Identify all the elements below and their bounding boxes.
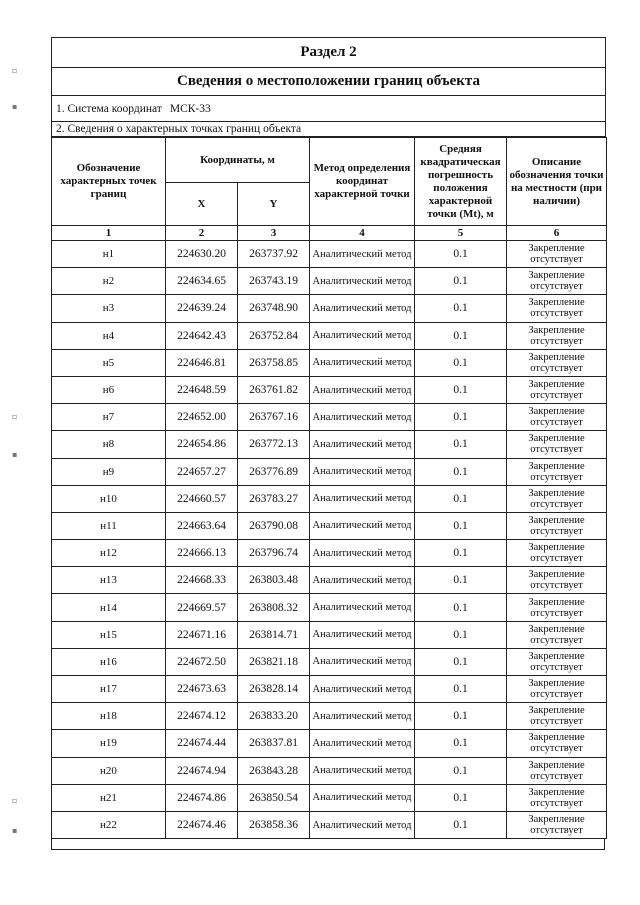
description-cell: Закрепление отсутствует bbox=[507, 376, 607, 403]
accuracy-cell: 0.1 bbox=[415, 676, 507, 703]
column-number: 5 bbox=[415, 226, 507, 241]
method-cell: Аналитический метод bbox=[310, 594, 415, 621]
column-number: 4 bbox=[310, 226, 415, 241]
point-designation: н15 bbox=[52, 621, 166, 648]
accuracy-cell: 0.1 bbox=[415, 268, 507, 295]
column-number: 1 bbox=[52, 226, 166, 241]
coord-y: 263776.89 bbox=[238, 458, 310, 485]
point-designation: н4 bbox=[52, 322, 166, 349]
table-row bbox=[52, 376, 607, 403]
accuracy-cell: 0.1 bbox=[415, 567, 507, 594]
table-row bbox=[52, 268, 607, 295]
accuracy-cell: 0.1 bbox=[415, 512, 507, 539]
coord-y: 263748.90 bbox=[238, 295, 310, 322]
point-designation: н12 bbox=[52, 540, 166, 567]
point-designation: н8 bbox=[52, 431, 166, 458]
point-designation: н5 bbox=[52, 349, 166, 376]
coord-y: 263850.54 bbox=[238, 784, 310, 811]
table-row bbox=[52, 295, 607, 322]
accuracy-cell: 0.1 bbox=[415, 322, 507, 349]
header-description: Описание обозначения точки на местности (при наличии) bbox=[507, 138, 607, 226]
coord-x: 224634.65 bbox=[166, 268, 238, 295]
point-designation: н11 bbox=[52, 512, 166, 539]
method-cell: Аналитический метод bbox=[310, 322, 415, 349]
coord-y: 263758.85 bbox=[238, 349, 310, 376]
method-cell: Аналитический метод bbox=[310, 784, 415, 811]
coord-y: 263783.27 bbox=[238, 485, 310, 512]
method-cell: Аналитический метод bbox=[310, 376, 415, 403]
page-title: Сведения о местоположении границ объекта bbox=[52, 68, 605, 96]
column-number: 2 bbox=[166, 226, 238, 241]
method-cell: Аналитический метод bbox=[310, 676, 415, 703]
scan-mark: ▫ bbox=[12, 412, 18, 421]
point-designation: н19 bbox=[52, 730, 166, 757]
accuracy-cell: 0.1 bbox=[415, 458, 507, 485]
description-cell: Закрепление отсутствует bbox=[507, 512, 607, 539]
coord-x: 224642.43 bbox=[166, 322, 238, 349]
point-designation: н7 bbox=[52, 404, 166, 431]
coord-y: 263743.19 bbox=[238, 268, 310, 295]
coord-x: 224654.86 bbox=[166, 431, 238, 458]
description-cell: Закрепление отсутствует bbox=[507, 241, 607, 268]
method-cell: Аналитический метод bbox=[310, 295, 415, 322]
points-table bbox=[51, 137, 607, 839]
table-row bbox=[52, 485, 607, 512]
coord-y: 263803.48 bbox=[238, 567, 310, 594]
coord-y: 263837.81 bbox=[238, 730, 310, 757]
accuracy-cell: 0.1 bbox=[415, 621, 507, 648]
description-cell: Закрепление отсутствует bbox=[507, 757, 607, 784]
coord-x: 224660.57 bbox=[166, 485, 238, 512]
coord-x: 224657.27 bbox=[166, 458, 238, 485]
coord-x: 224663.64 bbox=[166, 512, 238, 539]
method-cell: Аналитический метод bbox=[310, 404, 415, 431]
coord-y: 263790.08 bbox=[238, 512, 310, 539]
scan-mark: ▪ bbox=[12, 102, 18, 111]
header-x: X bbox=[166, 183, 238, 226]
description-cell: Закрепление отсутствует bbox=[507, 730, 607, 757]
table-row bbox=[52, 458, 607, 485]
point-designation: н21 bbox=[52, 784, 166, 811]
table-row bbox=[52, 594, 607, 621]
table-row bbox=[52, 512, 607, 539]
table-row bbox=[52, 322, 607, 349]
description-cell: Закрепление отсутствует bbox=[507, 703, 607, 730]
coord-x: 224669.57 bbox=[166, 594, 238, 621]
description-cell: Закрепление отсутствует bbox=[507, 458, 607, 485]
table-row bbox=[52, 648, 607, 675]
coord-y: 263767.16 bbox=[238, 404, 310, 431]
scan-mark: ▫ bbox=[12, 66, 18, 75]
column-number: 6 bbox=[507, 226, 607, 241]
accuracy-cell: 0.1 bbox=[415, 349, 507, 376]
accuracy-cell: 0.1 bbox=[415, 757, 507, 784]
coord-system-value: МСК-33 bbox=[169, 102, 211, 115]
accuracy-cell: 0.1 bbox=[415, 703, 507, 730]
scan-mark: ▪ bbox=[12, 826, 18, 835]
description-cell: Закрепление отсутствует bbox=[507, 431, 607, 458]
accuracy-cell: 0.1 bbox=[415, 784, 507, 811]
description-cell: Закрепление отсутствует bbox=[507, 811, 607, 838]
coord-y: 263761.82 bbox=[238, 376, 310, 403]
point-designation: н1 bbox=[52, 241, 166, 268]
coord-x: 224674.46 bbox=[166, 811, 238, 838]
coord-y: 263821.18 bbox=[238, 648, 310, 675]
point-designation: н13 bbox=[52, 567, 166, 594]
column-number: 3 bbox=[238, 226, 310, 241]
coord-x: 224674.86 bbox=[166, 784, 238, 811]
coord-y: 263833.20 bbox=[238, 703, 310, 730]
coord-system-label: 1. Система координат bbox=[56, 102, 162, 115]
coord-x: 224666.13 bbox=[166, 540, 238, 567]
accuracy-cell: 0.1 bbox=[415, 730, 507, 757]
method-cell: Аналитический метод bbox=[310, 268, 415, 295]
description-cell: Закрепление отсутствует bbox=[507, 621, 607, 648]
method-cell: Аналитический метод bbox=[310, 811, 415, 838]
accuracy-cell: 0.1 bbox=[415, 431, 507, 458]
point-designation: н2 bbox=[52, 268, 166, 295]
accuracy-cell: 0.1 bbox=[415, 648, 507, 675]
coord-y: 263858.36 bbox=[238, 811, 310, 838]
coord-x: 224673.63 bbox=[166, 676, 238, 703]
header-block bbox=[51, 37, 606, 137]
header-y: Y bbox=[238, 183, 310, 226]
method-cell: Аналитический метод bbox=[310, 648, 415, 675]
header-accuracy: Средняя квадратическая погрешность положения характерной точки (Mt), м bbox=[415, 138, 507, 226]
point-designation: н14 bbox=[52, 594, 166, 621]
description-cell: Закрепление отсутствует bbox=[507, 322, 607, 349]
points-table-body bbox=[52, 241, 607, 839]
point-designation: н22 bbox=[52, 811, 166, 838]
coord-y: 263737.92 bbox=[238, 241, 310, 268]
table-row bbox=[52, 349, 607, 376]
scan-mark: ▪ bbox=[12, 450, 18, 459]
point-designation: н17 bbox=[52, 676, 166, 703]
method-cell: Аналитический метод bbox=[310, 512, 415, 539]
method-cell: Аналитический метод bbox=[310, 349, 415, 376]
table-row bbox=[52, 757, 607, 784]
coord-x: 224674.12 bbox=[166, 703, 238, 730]
coord-x: 224630.20 bbox=[166, 241, 238, 268]
point-designation: н18 bbox=[52, 703, 166, 730]
coord-x: 224648.59 bbox=[166, 376, 238, 403]
accuracy-cell: 0.1 bbox=[415, 485, 507, 512]
method-cell: Аналитический метод bbox=[310, 540, 415, 567]
method-cell: Аналитический метод bbox=[310, 567, 415, 594]
method-cell: Аналитический метод bbox=[310, 485, 415, 512]
coord-y: 263752.84 bbox=[238, 322, 310, 349]
method-cell: Аналитический метод bbox=[310, 621, 415, 648]
header-coords: Координаты, м bbox=[166, 138, 310, 183]
method-cell: Аналитический метод bbox=[310, 757, 415, 784]
table-row bbox=[52, 404, 607, 431]
scan-mark: ▫ bbox=[12, 796, 18, 805]
accuracy-cell: 0.1 bbox=[415, 295, 507, 322]
description-cell: Закрепление отсутствует bbox=[507, 648, 607, 675]
table-bottom-margin bbox=[51, 839, 605, 850]
method-cell: Аналитический метод bbox=[310, 241, 415, 268]
point-designation: н16 bbox=[52, 648, 166, 675]
coord-x: 224646.81 bbox=[166, 349, 238, 376]
description-cell: Закрепление отсутствует bbox=[507, 676, 607, 703]
header-designation: Обозначение характерных точек границ bbox=[52, 138, 166, 226]
table-row bbox=[52, 567, 607, 594]
coord-system-row bbox=[52, 96, 605, 122]
table-row bbox=[52, 811, 607, 838]
table-row bbox=[52, 241, 607, 268]
point-designation: н9 bbox=[52, 458, 166, 485]
coord-y: 263843.28 bbox=[238, 757, 310, 784]
section-title: Раздел 2 bbox=[52, 38, 605, 68]
table-row bbox=[52, 784, 607, 811]
coord-y: 263796.74 bbox=[238, 540, 310, 567]
coord-x: 224671.16 bbox=[166, 621, 238, 648]
coord-y: 263772.13 bbox=[238, 431, 310, 458]
method-cell: Аналитический метод bbox=[310, 431, 415, 458]
coord-x: 224674.44 bbox=[166, 730, 238, 757]
accuracy-cell: 0.1 bbox=[415, 540, 507, 567]
point-designation: н6 bbox=[52, 376, 166, 403]
accuracy-cell: 0.1 bbox=[415, 594, 507, 621]
coord-x: 224639.24 bbox=[166, 295, 238, 322]
accuracy-cell: 0.1 bbox=[415, 811, 507, 838]
header-method: Метод определения координат характерной точки bbox=[310, 138, 415, 226]
coord-x: 224668.33 bbox=[166, 567, 238, 594]
description-cell: Закрепление отсутствует bbox=[507, 485, 607, 512]
coord-x: 224672.50 bbox=[166, 648, 238, 675]
coord-y: 263814.71 bbox=[238, 621, 310, 648]
table-row bbox=[52, 621, 607, 648]
point-designation: н3 bbox=[52, 295, 166, 322]
coord-y: 263808.32 bbox=[238, 594, 310, 621]
point-designation: н20 bbox=[52, 757, 166, 784]
method-cell: Аналитический метод bbox=[310, 730, 415, 757]
point-designation: н10 bbox=[52, 485, 166, 512]
coord-x: 224652.00 bbox=[166, 404, 238, 431]
description-cell: Закрепление отсутствует bbox=[507, 784, 607, 811]
points-caption: 2. Сведения о характерных точках границ объекта bbox=[52, 122, 605, 137]
description-cell: Закрепление отсутствует bbox=[507, 404, 607, 431]
accuracy-cell: 0.1 bbox=[415, 241, 507, 268]
description-cell: Закрепление отсутствует bbox=[507, 594, 607, 621]
description-cell: Закрепление отсутствует bbox=[507, 268, 607, 295]
method-cell: Аналитический метод bbox=[310, 703, 415, 730]
table-row bbox=[52, 676, 607, 703]
coord-y: 263828.14 bbox=[238, 676, 310, 703]
description-cell: Закрепление отсутствует bbox=[507, 349, 607, 376]
table-row bbox=[52, 730, 607, 757]
accuracy-cell: 0.1 bbox=[415, 376, 507, 403]
method-cell: Аналитический метод bbox=[310, 458, 415, 485]
document-sheet bbox=[51, 37, 606, 850]
description-cell: Закрепление отсутствует bbox=[507, 295, 607, 322]
table-row bbox=[52, 703, 607, 730]
table-row bbox=[52, 540, 607, 567]
table-row bbox=[52, 431, 607, 458]
description-cell: Закрепление отсутствует bbox=[507, 540, 607, 567]
accuracy-cell: 0.1 bbox=[415, 404, 507, 431]
description-cell: Закрепление отсутствует bbox=[507, 567, 607, 594]
coord-x: 224674.94 bbox=[166, 757, 238, 784]
